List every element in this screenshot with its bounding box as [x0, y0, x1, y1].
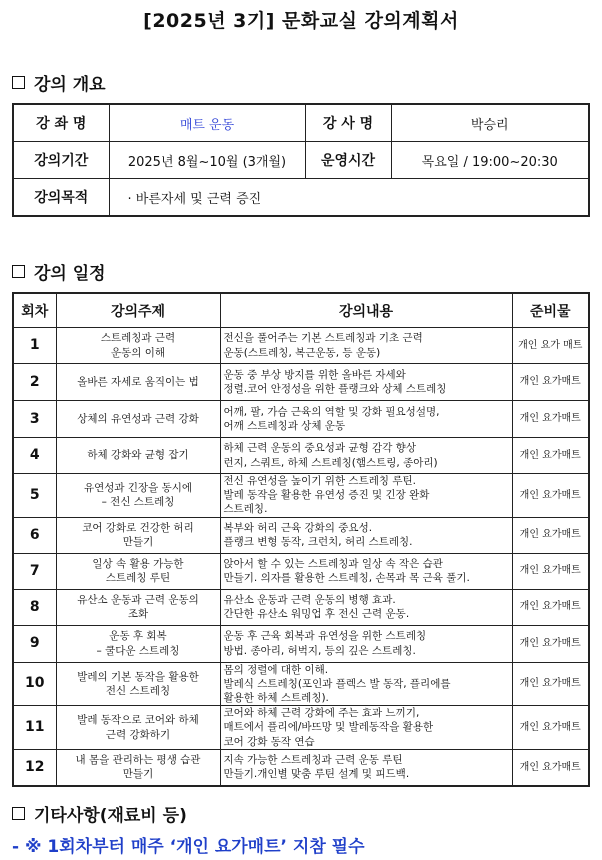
session-topic: 코어 강화로 건강한 허리 만들기 [56, 517, 220, 553]
table-row [13, 750, 589, 786]
session-topic: 발레 동작으로 코어와 하체 근력 강화하기 [56, 706, 220, 750]
schedule-heading-text: 강의 일정 [34, 264, 106, 284]
session-topic: 내 몸을 관리하는 평생 습관 만들기 [56, 750, 220, 786]
checkbox-square-icon [12, 76, 25, 89]
time-value: 목요일 / 19:00~20:30 [391, 142, 589, 179]
session-topic: 운동 후 회복 – 쿨다운 스트레칭 [56, 625, 220, 662]
session-material: 개인 요가 매트 [512, 328, 589, 364]
course-name-label: 강 좌 명 [13, 104, 109, 142]
header-topic: 강의주제 [56, 293, 220, 328]
session-number: 4 [13, 438, 56, 474]
instructor-value: 박승리 [391, 104, 589, 142]
session-number: 8 [13, 589, 56, 625]
session-content: 운동 중 부상 방지를 위한 올바른 자세와 정렬.코어 안정성을 위한 플랭크와 상체 스트레칭 [220, 364, 512, 401]
session-content: 하체 근력 운동의 중요성과 균형 감각 향상 런지, 스쿼트, 하체 스트레칭(햄스트링, 종아리) [220, 438, 512, 474]
schedule-header-row [13, 293, 589, 328]
session-topic: 하체 강화와 균형 잡기 [56, 438, 220, 474]
session-material: 개인 요가매트 [512, 553, 589, 589]
overview-heading [12, 70, 106, 95]
table-row [13, 517, 589, 553]
session-number: 6 [13, 517, 56, 553]
session-material: 개인 요가매트 [512, 364, 589, 401]
session-number: 1 [13, 328, 56, 364]
session-content: 운동 후 근육 회복과 유연성을 위한 스트레칭 방법. 종아리, 허벅지, 등의 깊은 스트레칭. [220, 625, 512, 662]
session-number: 7 [13, 553, 56, 589]
table-row [13, 589, 589, 625]
session-material: 개인 요가매트 [512, 438, 589, 474]
checkbox-square-icon [12, 265, 25, 278]
session-number: 9 [13, 625, 56, 662]
period-value: 2025년 8월~10월 (3개월) [109, 142, 305, 179]
header-no: 회차 [13, 293, 56, 328]
course-name-value: 매트 운동 [109, 104, 305, 142]
session-topic: 스트레칭과 근력 운동의 이해 [56, 328, 220, 364]
time-label: 운영시간 [305, 142, 391, 179]
overview-table [12, 103, 590, 217]
checkbox-square-icon [12, 807, 25, 820]
session-material: 개인 요가매트 [512, 474, 589, 518]
session-content: 앉아서 할 수 있는 스트레칭과 일상 속 작은 습관 만들기. 의자를 활용한 스트레칭, 손목과 목 근육 풀기. [220, 553, 512, 589]
session-number: 2 [13, 364, 56, 401]
table-row [13, 553, 589, 589]
session-material: 개인 요가매트 [512, 625, 589, 662]
etc-note: - ※ 1회차부터 매주 ‘개인 요가매트’ 지참 필수 [12, 837, 365, 857]
schedule-table [12, 292, 590, 787]
goal-label: 강의목적 [13, 179, 109, 217]
session-content: 코어와 하체 근력 강화에 주는 효과 느끼기, 매트에서 플리에/바뜨망 및 발레동작을 활용한 코어 강화 동작 연습 [220, 706, 512, 750]
overview-heading-text: 강의 개요 [34, 75, 106, 95]
header-content: 강의내용 [220, 293, 512, 328]
table-row [13, 438, 589, 474]
session-content: 어깨, 팔, 가슴 근육의 역할 및 강화 필요성설명, 어깨 스트레칭과 상체 운동 [220, 401, 512, 438]
session-material: 개인 요가매트 [512, 589, 589, 625]
session-material: 개인 요가매트 [512, 401, 589, 438]
session-number: 10 [13, 662, 56, 706]
table-row [13, 364, 589, 401]
session-content: 유산소 운동과 근력 운동의 병행 효과. 간단한 유산소 워밍업 후 전신 근력 운동. [220, 589, 512, 625]
session-number: 3 [13, 401, 56, 438]
period-label: 강의기간 [13, 142, 109, 179]
session-content: 지속 가능한 스트레칭과 근력 운동 루틴 만들기.개인별 맞춤 루틴 설계 및 피드백. [220, 750, 512, 786]
session-number: 5 [13, 474, 56, 518]
session-material: 개인 요가매트 [512, 706, 589, 750]
overview-row [13, 104, 589, 142]
header-material: 준비물 [512, 293, 589, 328]
etc-heading-text: 기타사항(재료비 등) [34, 806, 187, 826]
table-row [13, 474, 589, 518]
session-material: 개인 요가매트 [512, 662, 589, 706]
session-content: 전신을 풀어주는 기본 스트레칭과 기초 근력 운동(스트레칭, 복근운동, 등 운동) [220, 328, 512, 364]
session-topic: 발레의 기본 동작을 활용한 전신 스트레칭 [56, 662, 220, 706]
document-title: [2025년 3기] 문화교실 강의계획서 [143, 10, 459, 32]
session-content: 전신 유연성을 높이기 위한 스트레칭 루틴. 발레 동작을 활용한 유연성 증진 및 긴장 완화 스트레칭. [220, 474, 512, 518]
table-row [13, 662, 589, 706]
table-row [13, 328, 589, 364]
session-topic: 유산소 운동과 근력 운동의 조화 [56, 589, 220, 625]
session-material: 개인 요가매트 [512, 517, 589, 553]
session-content: 몸의 정렬에 대한 이해. 발레식 스트레칭(포인과 플렉스 발 동작, 플리에를 활용한 하체 스트레칭). [220, 662, 512, 706]
session-number: 12 [13, 750, 56, 786]
goal-value: · 바른자세 및 근력 증진 [109, 179, 589, 217]
session-content: 복부와 허리 근육 강화의 중요성. 플랭크 변형 동작, 크런치, 허리 스트레칭. [220, 517, 512, 553]
session-topic: 상체의 유연성과 근력 강화 [56, 401, 220, 438]
table-row [13, 625, 589, 662]
session-material: 개인 요가매트 [512, 750, 589, 786]
table-row [13, 401, 589, 438]
schedule-heading [12, 259, 106, 284]
session-topic: 올바른 자세로 움직이는 법 [56, 364, 220, 401]
etc-heading [12, 801, 187, 826]
session-topic: 일상 속 활용 가능한 스트레칭 루틴 [56, 553, 220, 589]
instructor-label: 강 사 명 [305, 104, 391, 142]
session-topic: 유연성과 긴장을 동시에 – 전신 스트레칭 [56, 474, 220, 518]
session-number: 11 [13, 706, 56, 750]
overview-row [13, 142, 589, 179]
overview-row [13, 179, 589, 217]
table-row [13, 706, 589, 750]
